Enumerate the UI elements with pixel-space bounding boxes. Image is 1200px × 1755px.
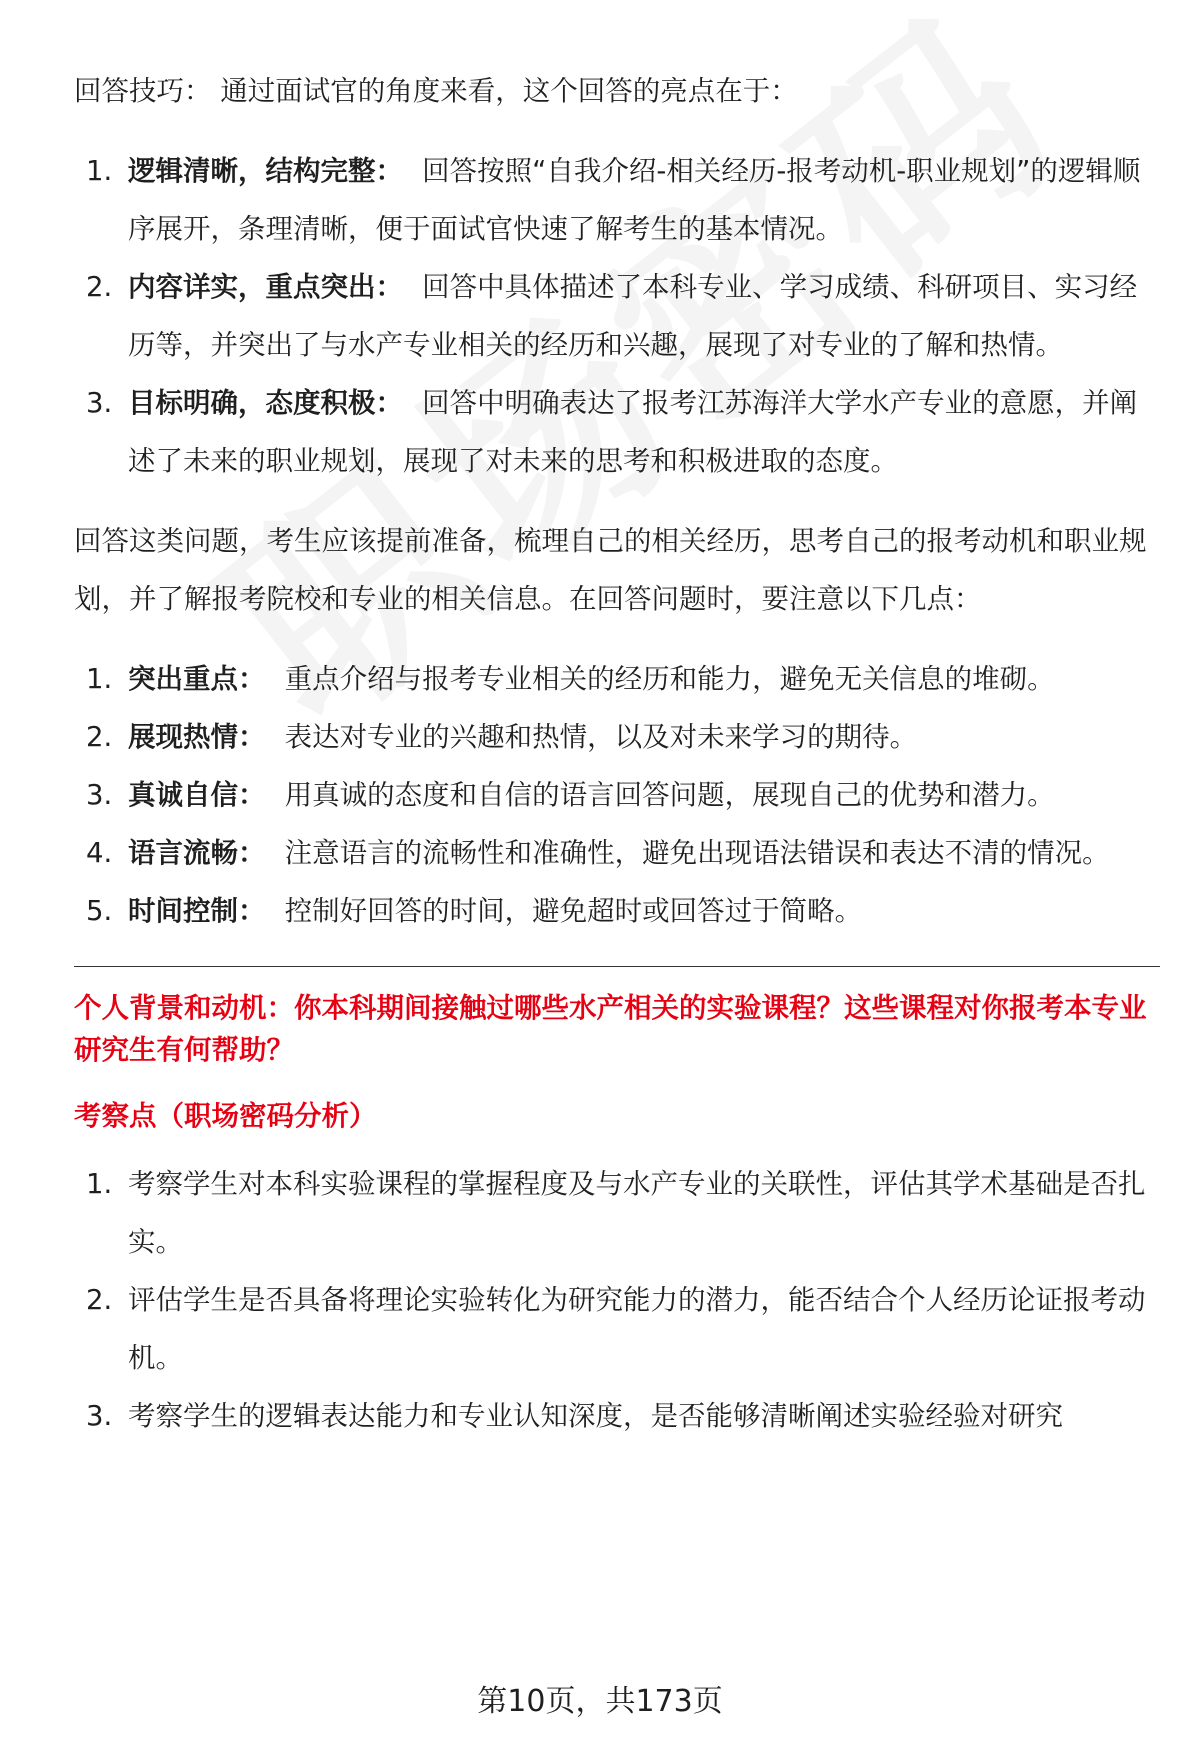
list-number: 1. [86,663,113,695]
list-number: 3. [86,779,113,811]
item-text: 注意语言的流畅性和准确性，避免出现语法错误和表达不清的情况。 [284,837,1110,869]
item-text: 用真诚的态度和自信的语言回答问题，展现自己的优势和潜力。 [284,779,1055,811]
highlights-list [74,142,1160,490]
item-label: 展现热情： [128,721,266,753]
list-number: 1. [86,1168,113,1200]
item-label: 语言流畅： [128,837,266,869]
item-label: 逻辑清晰，结构完整： [128,155,403,187]
item-text: 控制好回答的时间，避免超时或回答过于简略。 [284,895,863,927]
list-number: 3. [86,387,113,419]
list-item [74,882,1160,940]
tips-list [74,650,1160,940]
list-number: 3. [86,1400,113,1432]
section-divider [74,966,1160,967]
list-item [74,650,1160,708]
item-label: 时间控制： [128,895,266,927]
list-item [74,374,1160,490]
list-item [74,1155,1160,1271]
list-item [74,766,1160,824]
advice-paragraph: 回答这类问题，考生应该提前准备，梳理自己的相关经历，思考自己的报考动机和职业规划，并了解报考院校和专业的相关信息。在回答问题时，要注意以下几点： [74,525,1147,615]
list-number: 2. [86,721,113,753]
exam-points-list [74,1155,1160,1445]
exam-points-heading: 考察点（职场密码分析） [74,1100,377,1132]
list-number: 1. [86,155,113,187]
list-item [74,258,1160,374]
list-number: 5. [86,895,113,927]
list-item [74,1271,1160,1387]
item-text: 评估学生是否具备将理论实验转化为研究能力的潜力，能否结合个人经历论证报考动机。 [128,1284,1146,1374]
item-text: 回答按照“自我介绍-相关经历-报考动机-职业规划”的逻辑顺序展开，条理清晰，便于面试官快速了解考生的基本情况。 [128,155,1141,245]
intro-line: 回答技巧： 通过面试官的角度来看，这个回答的亮点在于： [74,75,798,107]
item-text: 考察学生对本科实验课程的掌握程度及与水产专业的关联性，评估其学术基础是否扎实。 [128,1168,1146,1258]
item-label: 真诚自信： [128,779,266,811]
item-text: 考察学生的逻辑表达能力和专业认知深度，是否能够清晰阐述实验经验对研究 [128,1400,1063,1432]
page-footer: 第10页，共173页 [477,1684,723,1719]
item-label: 目标明确，态度积极： [128,387,403,419]
item-text: 回答中明确表达了报考江苏海洋大学水产专业的意愿，并阐述了未来的职业规划，展现了对未来的思考和积极进取的态度。 [128,387,1138,477]
list-item [74,824,1160,882]
list-number: 4. [86,837,113,869]
item-text: 重点介绍与报考专业相关的经历和能力，避免无关信息的堆砌。 [284,663,1055,695]
list-item [74,1387,1160,1445]
list-number: 2. [86,1284,113,1316]
item-text: 回答中具体描述了本科专业、学习成绩、科研项目、实习经历等，并突出了与水产专业相关的经历和兴趣，展现了对专业的了解和热情。 [128,271,1138,361]
item-label: 内容详实，重点突出： [128,271,403,303]
question-title: 个人背景和动机：你本科期间接触过哪些水产相关的实验课程？这些课程对你报考本专业研究生有何帮助？ [74,992,1147,1066]
list-number: 2. [86,271,113,303]
list-item [74,142,1160,258]
page-content [74,62,1160,1467]
item-text: 表达对专业的兴趣和热情，以及对未来学习的期待。 [284,721,918,753]
list-item [74,708,1160,766]
item-label: 突出重点： [128,663,266,695]
